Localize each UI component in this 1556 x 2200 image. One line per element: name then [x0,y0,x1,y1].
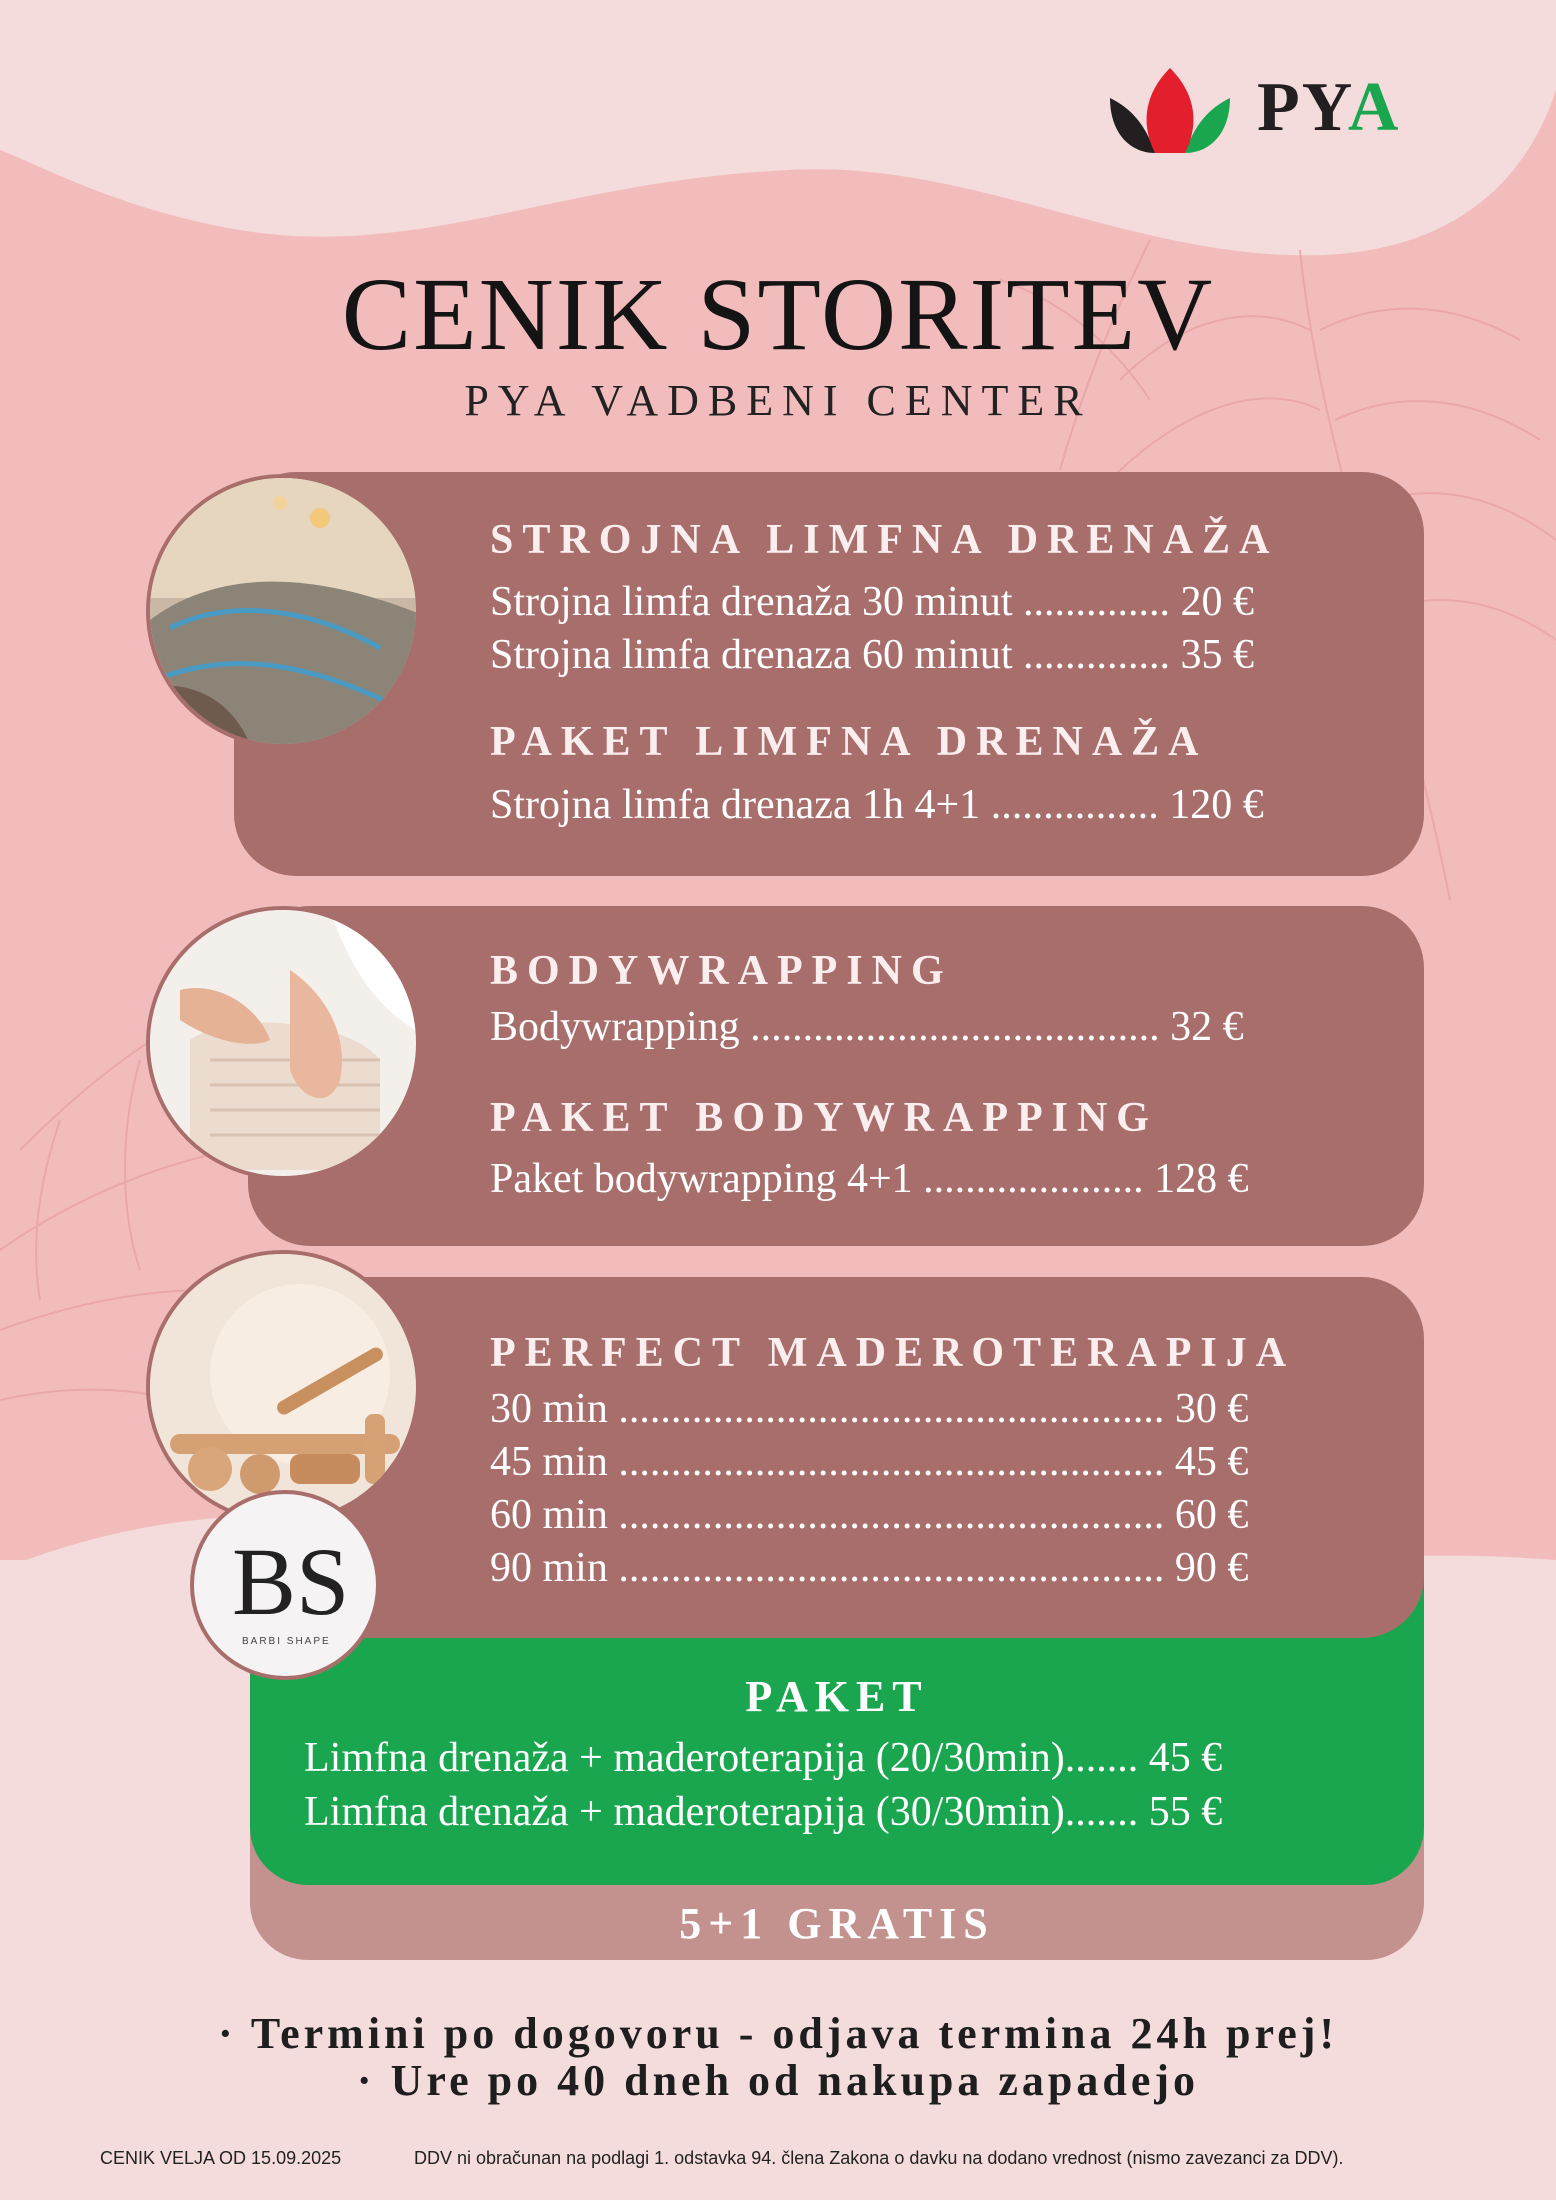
row-price: 120 € [1169,782,1264,828]
row-label: Strojna limfa drenaza 1h 4+1 [490,782,981,828]
barbi-shape-badge [190,1490,380,1680]
row-label: Strojna limfa drenaza 60 minut [490,632,1013,678]
logo-text-a: A [1347,69,1401,146]
row-price: 45 € [1174,1439,1249,1485]
note-line-1: · Termini po dogovoru - odjava termina 24h prej! [217,2009,1339,2058]
row-dots: .................................................... [618,1492,1165,1538]
lotus-icon [1105,68,1235,158]
gratis-label: 5+1 GRATIS [679,1899,995,1948]
badge-letters: BS [232,1528,350,1635]
badge-text: BARBI SHAPE [242,1636,331,1647]
row-price: 128 € [1154,1156,1249,1202]
row-label: 45 min [490,1439,608,1485]
maderoterapija-heading: PERFECT MADEROTERAPIJA [490,1330,1296,1376]
row-price: 60 € [1174,1492,1249,1538]
price-row [304,1734,1222,1782]
row-label: Strojna limfa drenaža 30 minut [490,579,1013,625]
row-dots: ..................... [923,1156,1144,1202]
maderoterapija-photo [146,1250,420,1524]
paket-heading: PAKET [745,1672,929,1721]
row-price: 90 € [1174,1545,1249,1591]
price-row [490,631,1254,679]
limfna-heading: STROJNA LIMFNA DRENAŽA [490,517,1279,563]
row-dots: .............. [1023,632,1171,678]
row-dots: .................................................... [618,1545,1165,1591]
row-dots: ....... [1064,1735,1139,1781]
price-row [490,1544,1248,1592]
row-label: Limfna drenaža + maderoterapija (30/30min) [304,1789,1065,1835]
row-dots: .................................................... [618,1386,1165,1432]
logo-text-py: PY [1257,69,1348,146]
page-subtitle: PYA VADBENI CENTER [464,376,1092,425]
price-row [490,578,1254,626]
bodywrapping-heading: BODYWRAPPING [490,948,953,994]
row-price: 45 € [1148,1735,1223,1781]
price-row [490,1155,1249,1203]
page-title: CENIK STORITEV [341,257,1215,372]
logo-text [1257,68,1400,148]
row-dots: .............. [1023,579,1171,625]
row-dots: ....... [1064,1789,1139,1835]
price-row [490,781,1264,829]
row-dots: .................................................... [618,1439,1165,1485]
price-row [304,1788,1222,1836]
price-row [490,1385,1248,1433]
paket-bodywrapping-heading: PAKET BODYWRAPPING [490,1095,1158,1141]
note-line-2: · Ure po 40 dneh od nakupa zapadejo [356,2056,1200,2105]
row-label: 90 min [490,1545,608,1591]
lymph-drainage-photo [146,474,420,748]
row-label: Paket bodywrapping 4+1 [490,1156,913,1202]
row-price: 35 € [1180,632,1255,678]
row-price: 20 € [1180,579,1255,625]
row-label: 30 min [490,1386,608,1432]
footer-vat-note: DDV ni obračunan na podlagi 1. odstavka 94. člena Zakona o davku na dodano vrednost (nismo zavezanci za DDV). [414,2148,1344,2168]
bodywrapping-photo [146,906,420,1180]
footer-validity: CENIK VELJA OD 15.09.2025 [100,2148,342,2168]
row-price: 30 € [1174,1386,1249,1432]
pya-logo [1105,68,1401,158]
price-row [490,1003,1244,1051]
row-dots: ................ [990,782,1159,828]
row-label: Limfna drenaža + maderoterapija (20/30min) [304,1735,1065,1781]
price-row [490,1438,1248,1486]
row-price: 55 € [1148,1789,1223,1835]
paket-limfna-heading: PAKET LIMFNA DRENAŽA [490,719,1208,765]
row-dots: ....................................... [750,1004,1160,1050]
row-label: Bodywrapping [490,1004,740,1050]
row-price: 32 € [1170,1004,1244,1050]
row-label: 60 min [490,1492,608,1538]
price-row [490,1491,1248,1539]
